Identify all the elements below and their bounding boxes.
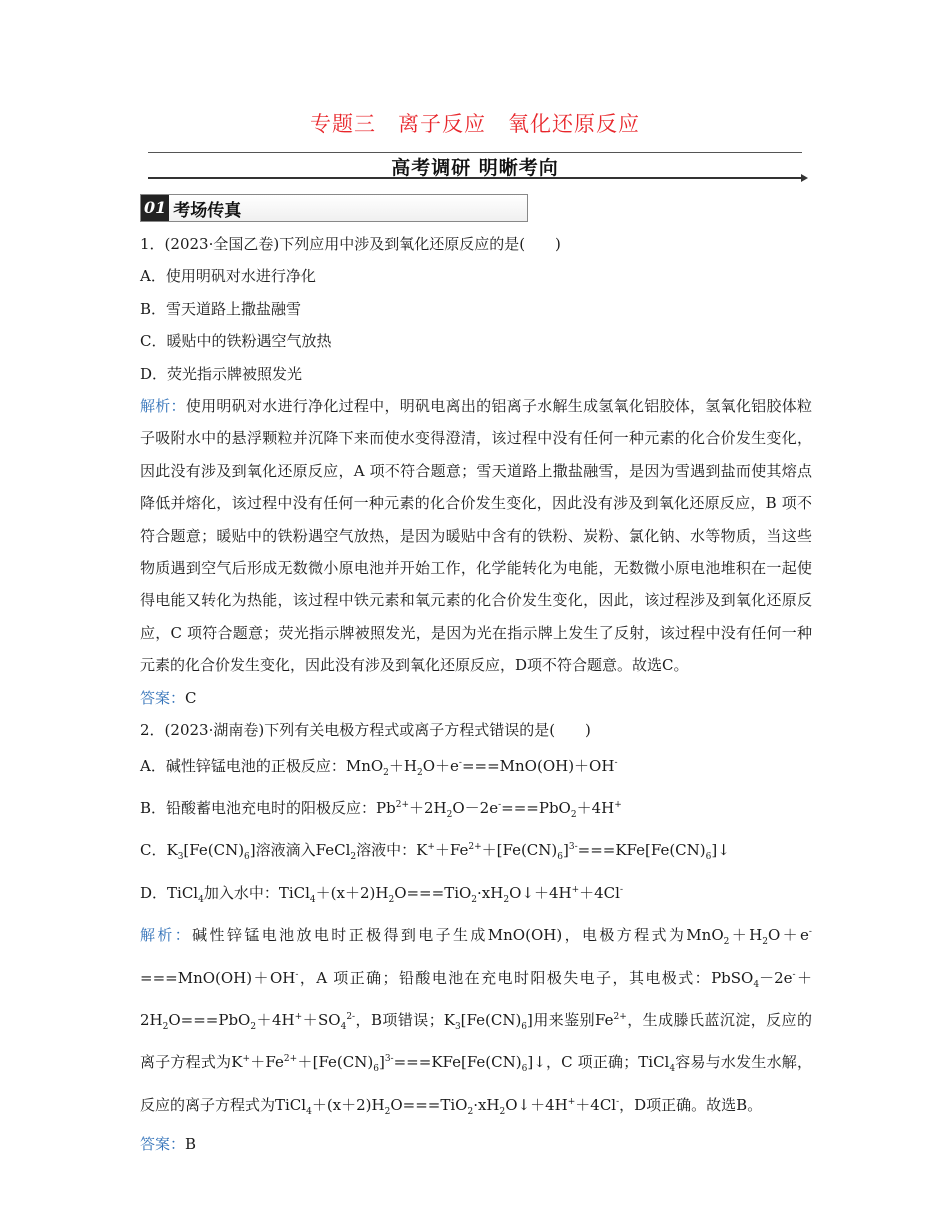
- q2-b-text: O－2e: [452, 798, 499, 817]
- q2-analysis-sub: 6: [373, 1064, 379, 1075]
- q2-d-sub: 4: [198, 894, 204, 905]
- q2-b-sup: -: [498, 799, 502, 810]
- q2-b-text: ＋4H: [576, 798, 615, 817]
- q2-c-sup: 2+: [468, 842, 482, 853]
- q2-analysis-sup: 2+: [283, 1054, 298, 1065]
- q1-answer-value: C: [185, 688, 197, 707]
- q2-c-sub: 2: [350, 852, 357, 863]
- q1-answer: [140, 682, 812, 714]
- q2-b-sup: +: [614, 799, 622, 810]
- q2-b-text: ===PbO: [501, 798, 571, 817]
- q2-c-sup: +: [427, 842, 435, 853]
- q2-analysis-text: ===KFe[Fe(CN): [393, 1053, 522, 1072]
- q2-d-sub: 2: [388, 894, 395, 905]
- q2-analysis-sub: 3: [454, 1021, 461, 1032]
- q2-analysis-sub: 2: [723, 937, 730, 948]
- q1-option-c: C．暖贴中的铁粉遇空气放热: [140, 332, 332, 351]
- q2-analysis-text: ＋2H: [140, 968, 812, 1029]
- q2-c-sup: 3-: [568, 842, 578, 853]
- q2-analysis-text: ===MnO(OH)＋OH: [140, 968, 296, 987]
- q2-analysis-sup: -: [808, 927, 812, 938]
- q2-d-text: O↓＋4H: [509, 883, 572, 902]
- q2-d-text: ＋4Cl: [579, 883, 620, 902]
- q2-analysis-sup: +: [567, 1096, 576, 1107]
- q2-analysis-sub: 6: [521, 1021, 528, 1032]
- q2-analysis-text: －2e: [759, 968, 793, 987]
- q2-c-text: ]溶液滴入FeCl: [249, 841, 351, 860]
- q2-answer-value: B: [185, 1135, 197, 1154]
- q2-b-sub: 2: [570, 809, 577, 820]
- q2-a-sup: -: [458, 757, 462, 768]
- q2-c-text: ]↓: [711, 841, 730, 860]
- q2-analysis-sub: 2: [384, 1106, 391, 1117]
- q2-b-sup: 2+: [395, 799, 410, 810]
- q2-analysis-sup: +: [242, 1054, 251, 1065]
- page-title: 专题三 离子反应 氧化还原反应: [310, 112, 640, 136]
- q2-analysis-sup: -: [295, 969, 299, 980]
- q2-c-text: 溶液中：K: [356, 841, 428, 860]
- q2-c-sub: 6: [244, 852, 250, 863]
- q2-analysis: [140, 916, 812, 1128]
- q2-analysis-text: ]↓，C 项正确；TiCl: [527, 1053, 670, 1072]
- q2-d-sub: 2: [503, 894, 510, 905]
- q2-analysis-sub: 2: [499, 1106, 506, 1117]
- q2-analysis-sup: 2+: [613, 1011, 627, 1022]
- q2-analysis-sub: 4: [340, 1021, 347, 1032]
- q2-analysis-sub: 2: [162, 1021, 169, 1032]
- q2-analysis-text: ，D项正确。故选B。: [619, 1095, 763, 1114]
- q2-analysis-text: ＋SO: [302, 1010, 341, 1029]
- q2-analysis-sup: -: [792, 969, 796, 980]
- q2-option-b: [140, 789, 812, 831]
- q1-analysis: [140, 390, 812, 682]
- q1-analysis-label: 解析：: [140, 397, 186, 416]
- q2-analysis-text: ，生成滕氏蓝沉淀，反应的离子方程式为K: [140, 1010, 812, 1072]
- q2-analysis-sup: +: [294, 1011, 303, 1022]
- q1-option-a: A．使用明矾对水进行净化: [140, 267, 316, 286]
- section-header: [140, 194, 528, 222]
- q2-a-sub: 2: [416, 767, 423, 778]
- q2-stem: 2．(2023·湖南卷)下列有关电极方程式或离子方程式错误的是( ): [140, 721, 591, 740]
- q2-c-sub: 6: [557, 852, 563, 863]
- q2-d-sub: 2: [471, 894, 478, 905]
- q2-answer: [140, 1128, 812, 1160]
- q2-a-text: A．碱性锌锰电池的正极反应：MnO: [140, 756, 384, 775]
- q2-option-d: [140, 874, 812, 916]
- q2-a-text: ＋H: [388, 756, 417, 775]
- q1-analysis-text: 使用明矾对水进行净化过程中，明矾电离出的铝离子水解生成氢氧化铝胶体，氢氧化铝胶体粒子吸附水中的悬浮颗粒并沉降下来而使水变得澄清，该过程中没有任何一种元素的化合价发生变化，因此没有涉及到氧化还原反应，A 项不符合题意；雪天道路上撒盐融雪，是因为雪遇到盐而使其熔点降低并熔化，该过程中没有任何一种元素的化合价发生变化，因此没有涉及到氧化还原反应，B 项不符合题意；暖贴中的铁粉遇空气放热，是因为暖贴中含有的铁粉、炭粉、氯化钠、水等物质，当这些物质遇到空气后形成无数微小原电池并开始工作，化学能转化为电能，无数微小原电池堆积在一起使得电能又转化为热能，该过程中铁元素和氧元素的化合价发生变化，因此，该过程涉及到氧化还原反应，C 项符合题意；荧光指示牌被照发光，是因为光在指示牌上发生了反射，该过程中没有任何一种元素的化合价发生变化，因此没有涉及到氧化还原反应，D项不符合题意。故选C。: [140, 397, 812, 675]
- q2-c-sub: 6: [705, 852, 712, 863]
- q2-c-sub: 3: [177, 852, 184, 863]
- q2-analysis-sup: -: [616, 1096, 620, 1107]
- q2-b-sub: 2: [446, 809, 453, 820]
- q2-a-sup: -: [614, 757, 618, 768]
- q2-c-text: [Fe(CN): [183, 841, 245, 860]
- q2-analysis-sub: 4: [669, 1064, 676, 1075]
- q2-option-a: [140, 747, 812, 789]
- q2-analysis-text: O＋e: [767, 926, 809, 945]
- q2-analysis-sub: 4: [306, 1106, 312, 1117]
- q2-d-text: ＋(x＋2)H: [315, 883, 389, 902]
- q2-analysis-text: O↓＋4H: [505, 1095, 568, 1114]
- q2-analysis-sup: 2-: [346, 1011, 356, 1022]
- q2-analysis-text: ]: [378, 1053, 385, 1072]
- q2-analysis-sub: 4: [753, 979, 760, 990]
- banner-rule-bottom: [148, 177, 802, 179]
- q2-b-text: ＋2H: [409, 798, 447, 817]
- document-body: [140, 228, 812, 1161]
- q2-analysis-text: 碱性锌锰电池放电时正极得到电子生成MnO(OH)，电极方程式为MnO: [192, 926, 724, 945]
- q2-analysis-text: ，B项错误；K: [355, 1010, 455, 1029]
- q2-analysis-sub: 2: [762, 937, 768, 948]
- q2-c-text: ===KFe[Fe(CN): [577, 841, 706, 860]
- q2-analysis-text: 容易与水发生水解，反应的离子方程式为TiCl: [140, 1053, 812, 1114]
- q2-d-sup: +: [571, 884, 580, 895]
- q2-analysis-text: ]用来鉴别Fe: [527, 1010, 614, 1029]
- q2-d-text: ·xH: [477, 883, 504, 902]
- q2-analysis-text: ，A 项正确；铅酸电池在充电时阳极失电子，其电极式：PbSO: [298, 968, 754, 987]
- q2-c-text: C．K: [140, 841, 178, 860]
- q2-d-sub: 4: [309, 894, 316, 905]
- q2-analysis-text: [Fe(CN): [460, 1010, 522, 1029]
- q2-d-text: O===TiO: [394, 883, 472, 902]
- banner-text: 高考调研 明晰考向: [391, 157, 559, 179]
- section-number-badge: 01: [141, 195, 169, 221]
- q2-analysis-text: ＋[Fe(CN): [297, 1053, 374, 1072]
- q2-a-text: ===MnO(OH)＋OH: [461, 756, 615, 775]
- section-banner: [148, 152, 802, 180]
- q2-analysis-sub: 6: [521, 1064, 528, 1075]
- q2-analysis-text: ·xH: [473, 1095, 500, 1114]
- q2-option-c: [140, 831, 812, 873]
- q2-c-text: ＋[Fe(CN): [481, 841, 558, 860]
- q2-d-sup: -: [619, 884, 623, 895]
- q2-analysis-text: ＋4Cl: [575, 1095, 617, 1114]
- q2-a-text: O＋e: [422, 756, 459, 775]
- q1-option-d: D．荧光指示牌被照发光: [140, 364, 303, 383]
- q2-analysis-label: 解析：: [140, 926, 193, 945]
- q2-analysis-text: ＋Fe: [250, 1053, 284, 1072]
- q2-analysis-sub: 2: [250, 1021, 257, 1032]
- q1-stem: 1．(2023·全国乙卷)下列应用中涉及到氧化还原反应的是( ): [140, 235, 561, 253]
- q2-c-text: ]: [562, 841, 569, 860]
- q2-analysis-text: O===PbO: [168, 1010, 251, 1029]
- q2-answer-label: 答案：: [140, 1135, 186, 1154]
- q2-analysis-text: O===TiO: [390, 1095, 468, 1114]
- q2-b-text: B．铅酸蓄电池充电时的阳极反应：Pb: [140, 798, 396, 817]
- q2-a-sub: 2: [383, 767, 389, 778]
- q2-analysis-sup: 3-: [384, 1054, 394, 1065]
- q2-analysis-text: ＋H: [729, 926, 763, 945]
- q2-c-text: ＋Fe: [434, 841, 469, 860]
- q2-analysis-text: ＋(x＋2)H: [311, 1095, 385, 1114]
- q2-d-text: D．TiCl: [140, 883, 199, 902]
- q2-analysis-sub: 2: [467, 1106, 474, 1117]
- section-label: 考场传真: [173, 200, 242, 221]
- q1-answer-label: 答案：: [140, 688, 186, 707]
- q2-analysis-text: ＋4H: [256, 1010, 295, 1029]
- q2-d-text: 加入水中：TiCl: [203, 883, 310, 902]
- q1-option-b: B．雪天道路上撒盐融雪: [140, 299, 302, 318]
